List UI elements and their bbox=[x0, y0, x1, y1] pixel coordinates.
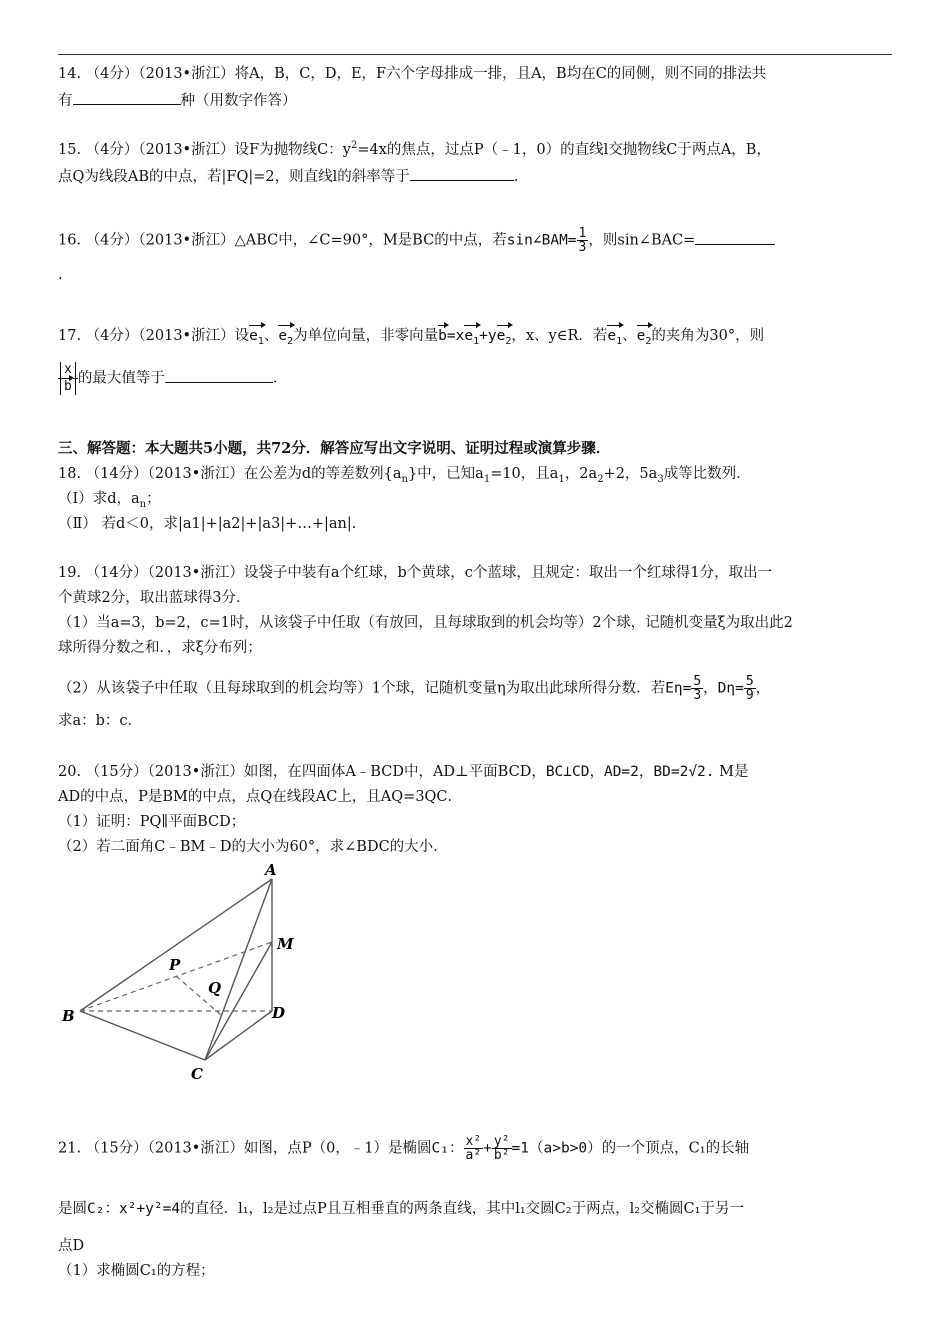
section3-heading: 三、解答题：本大题共5小题，共72分．解答应写出文字说明、证明过程或演算步骤． bbox=[58, 440, 611, 457]
q19-line1: 19. （14分）（2013•浙江）设袋子中装有a个红球，b个黄球，c个蓝球，且规定：取出一个红球得1分，取出一 bbox=[58, 565, 773, 581]
q19-line5: （2）从该袋子中任取（且每球取到的机会均等）1个球，记随机变量η为取出此球所得分数．若Eη= $\frac{5}{3}$ ，Dη= $\frac{5}{9}$ ， bbox=[58, 674, 771, 703]
q17-answer-blank[interactable] bbox=[165, 368, 273, 383]
vector-e1: $e_1$ bbox=[249, 328, 264, 347]
q21-y-fraction: $\frac{\text{y²}}{\text{b²}}$ bbox=[493, 1134, 510, 1163]
q16-line2: . bbox=[58, 267, 63, 283]
vector-e2-3: $e_2$ bbox=[636, 328, 652, 347]
label-M: M bbox=[277, 935, 294, 953]
label-Q: Q bbox=[208, 979, 222, 997]
vector-e1-2: $e_1$ bbox=[464, 328, 480, 347]
edge-CM bbox=[205, 942, 272, 1060]
q21-line3: 点D bbox=[58, 1238, 85, 1254]
q15-line2: 点Q为线段AB的中点，若|FQ|=2，则直线l的斜率等于 . bbox=[58, 166, 518, 187]
q21-line2: 是圆C₂：x²+y²=4的直径．l₁，l₂是过点P且互相垂直的两条直线，其中l₁交圆C₂于两点，l₂交椭圆C₁于另一 bbox=[58, 1201, 744, 1217]
q14-line2: 有 种（用数字作答） bbox=[58, 90, 297, 111]
q20-line2: AD的中点，P是BM的中点，点Q在线段AC上，且AQ=3QC． bbox=[58, 789, 463, 805]
q21-line1: 21. （15分）（2013•浙江）如图，点P（0，﹣1）是椭圆C₁： $\frac{\text{x²}}{\text{a²}}$ + $\frac{\text{y²}}{\text{b²}}$ =1（a>b>0）的一个顶点，C₁的长轴 bbox=[58, 1134, 750, 1163]
label-C: C bbox=[191, 1065, 203, 1083]
q17-ratio-fraction: $\frac{x}{b}$ bbox=[58, 362, 78, 395]
q19-line3: （1）当a=3，b=2，c=1时，从该袋子中任取（有放回，且每球取到的机会均等）2个球，记随机变量ξ为取出此2 bbox=[58, 615, 793, 631]
vector-b: b bbox=[438, 328, 447, 344]
q14-answer-blank[interactable] bbox=[73, 90, 181, 105]
q14-line1: 14. （4分）（2013•浙江）将A，B，C，D，E，F六个字母排成一排，且A，B均在C的同侧，则不同的排法共 bbox=[58, 66, 767, 82]
tetrahedron-figure bbox=[55, 858, 315, 1088]
q20-line4: （2）若二面角C﹣BM﹣D的大小为60°，求∠BDC的大小． bbox=[58, 839, 448, 855]
q18-line2: （Ⅰ）求d，$a_n$； bbox=[58, 491, 161, 510]
vector-e2: $e_2$ bbox=[278, 328, 294, 347]
q20-line1: 20. （15分）（2013•浙江）如图，在四面体A﹣BCD中，AD⊥平面BCD，BC⊥CD，AD=2，BD=2√2. M是 bbox=[58, 764, 749, 780]
q21-line4: （1）求椭圆C₁的方程； bbox=[58, 1263, 215, 1279]
label-B: B bbox=[62, 1007, 75, 1025]
q19-e-fraction: $\frac{5}{3}$ bbox=[693, 674, 702, 703]
q19-d-fraction: $\frac{5}{9}$ bbox=[745, 674, 754, 703]
edge-BA bbox=[80, 879, 272, 1011]
q17-line1: 17. （4分）（2013•浙江）设$e_1$、$e_2$为单位向量，非零向量$b=xe_1+ye_2$，x、y∈R．若$e_1$、$e_2$的夹角为30°，则 bbox=[58, 328, 765, 347]
edge-CD bbox=[205, 1011, 272, 1060]
edge-BC bbox=[80, 1011, 205, 1060]
header-rule bbox=[58, 54, 892, 55]
q19-line4: 球所得分数之和．，求ξ分布列； bbox=[58, 640, 262, 656]
q16-sin-expr: sin∠BAM= bbox=[506, 232, 577, 249]
q21-x-fraction: $\frac{\text{x²}}{\text{a²}}$ bbox=[465, 1134, 482, 1163]
edge-CA bbox=[205, 879, 272, 1060]
q17-line2: $\frac{x}{b}$ 的最大值等于 . bbox=[58, 362, 277, 395]
q16-line1: 16. （4分）（2013•浙江）△ABC中，∠C=90°，M是BC的中点，若sin∠BAM= $\frac{1}{3}$ ，则sin∠BAC= bbox=[58, 227, 775, 254]
label-D: D bbox=[272, 1004, 286, 1022]
q15-answer-blank[interactable] bbox=[410, 166, 514, 181]
q15-line1: 15. （4分）（2013•浙江）设F为抛物线C：$y^2=4x$的焦点，过点P（﹣1，0）的直线l交抛物线C于两点A，B， bbox=[58, 140, 771, 158]
q19-line6: 求a：b：c． bbox=[58, 713, 143, 729]
vector-e2-2: $e_2$ bbox=[496, 328, 512, 347]
q16-answer-blank[interactable] bbox=[695, 230, 775, 245]
q16-fraction: $\frac{1}{3}$ bbox=[578, 226, 587, 255]
q18-line3: （Ⅱ） 若d＜0，求|a1|+|a2|+|a3|+…+|an|. bbox=[58, 516, 357, 532]
vector-e1-3: $e_1$ bbox=[607, 328, 623, 347]
q19-line2: 个黄球2分，取出蓝球得3分． bbox=[58, 590, 251, 606]
label-A: A bbox=[265, 861, 277, 879]
q18-line1: 18. （14分）（2013•浙江）在公差为d的等差数列$\{a_n\}$中，已知$a_1=10$，且$a_1$，$2a_2+2$，$5a_3$成等比数列． bbox=[58, 466, 751, 485]
q20-line3: （1）证明：PQ∥平面BCD； bbox=[58, 814, 246, 830]
label-P: P bbox=[169, 956, 181, 974]
